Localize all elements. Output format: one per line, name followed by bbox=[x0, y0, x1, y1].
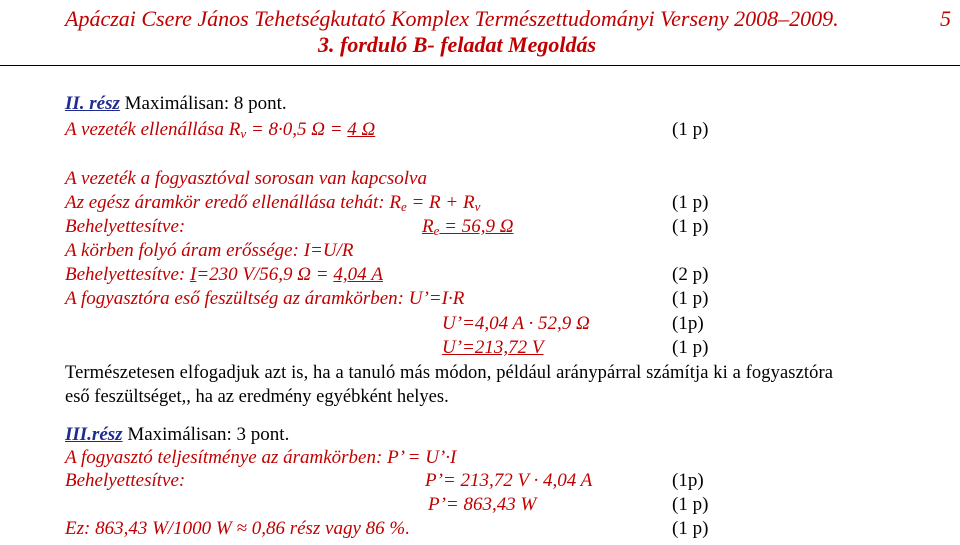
part2-line-7-points: (1 p) bbox=[672, 288, 709, 309]
part2-line-4-label: Behelyettesítve: bbox=[65, 216, 186, 237]
part3-line-2-value: P’= 213,72 V · 4,04 A bbox=[425, 470, 593, 491]
part2-line-7: A fogyasztóra eső feszültség az áramkörben: U’=I·R bbox=[65, 288, 465, 309]
header-title: Apáczai Csere János Tehetségkutató Komplex Természettudományi Verseny 2008–2009. bbox=[65, 6, 839, 31]
part3-line-3: P’= 863,43 W bbox=[428, 494, 537, 515]
part2-line-5: A körben folyó áram erőssége: I=U/R bbox=[65, 240, 354, 261]
part2-heading-rest: Maximálisan: 8 pont. bbox=[119, 93, 287, 114]
page-number: 5 bbox=[940, 6, 951, 31]
part2-line-3: Az egész áramkör eredő ellenállása tehát: $R_e = R + R_v$ bbox=[65, 192, 481, 214]
part2-line-1-result: 4 Ω bbox=[347, 119, 376, 140]
part2-line-9: U’=213,72 V bbox=[442, 337, 544, 358]
part2-line-6: Behelyettesítve: I=230 V/56,9 Ω = 4,04 A bbox=[65, 264, 383, 285]
part2-line-6-points: (2 p) bbox=[672, 264, 709, 285]
part2-line-4-result: $R_e = 56,9$ Ω bbox=[422, 216, 514, 238]
part2-heading-label: II. rész bbox=[65, 93, 120, 114]
part2-line-3-points: (1 p) bbox=[672, 192, 709, 213]
part3-line-2-label: Behelyettesítve: bbox=[65, 470, 186, 491]
part3-heading-rest: Maximálisan: 3 pont. bbox=[122, 424, 290, 445]
part3-line-4: Ez: 863,43 W/1000 W ≈ 0,86 rész vagy 86 %. bbox=[65, 518, 410, 539]
part3-heading bbox=[65, 424, 289, 446]
part2-note-2: eső feszültséget,, ha az eredmény egyébként helyes. bbox=[65, 387, 449, 407]
part2-line-4-points: (1 p) bbox=[672, 216, 709, 237]
part2-line-1-points: (1 p) bbox=[672, 119, 709, 140]
part3-line-4-points: (1 p) bbox=[672, 518, 709, 539]
part2-line-8: U’=4,04 A · 52,9 Ω bbox=[442, 313, 590, 334]
part2-line-1: A vezeték ellenállása $R_v = 8\cdot 0,5$ Ω = 4 Ω bbox=[65, 119, 376, 141]
part3-line-2-points: (1p) bbox=[672, 470, 704, 491]
header-separator bbox=[0, 65, 960, 66]
part2-line-9-points: (1 p) bbox=[672, 337, 709, 358]
part3-line-3-points: (1 p) bbox=[672, 494, 709, 515]
part2-line-8-points: (1p) bbox=[672, 313, 704, 334]
header-subtitle: 3. forduló B- feladat Megoldás bbox=[318, 32, 597, 57]
part3-line-1: A fogyasztó teljesítménye az áramkörben: P’ = U’·I bbox=[65, 447, 457, 468]
part2-note-1: Természetesen elfogadjuk azt is, ha a tanuló más módon, például aránypárral számítja ki a fogyasztóra bbox=[65, 363, 834, 383]
part2-line-6-result: 4,04 A bbox=[333, 264, 383, 285]
part2-line-2: A vezeték a fogyasztóval sorosan van kapcsolva bbox=[65, 168, 427, 189]
part3-heading-label: III.rész bbox=[65, 424, 123, 445]
part2-heading bbox=[65, 93, 287, 115]
